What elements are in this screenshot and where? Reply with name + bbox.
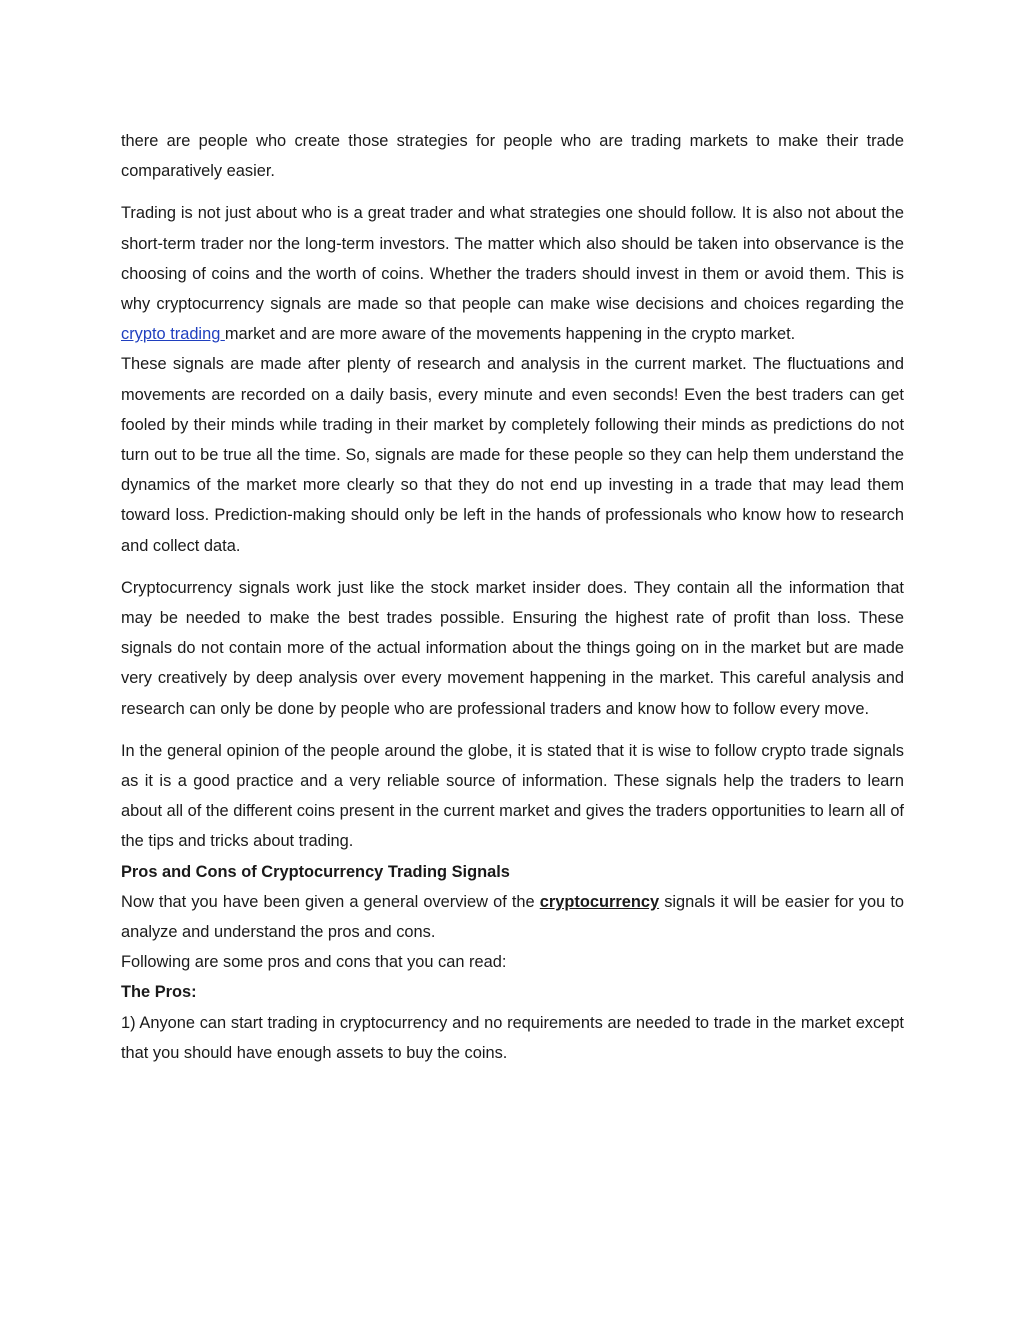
paragraph-trading-text-1: Trading is not just about who is a great trader and what strategies one should follow. It is also not about the short-term trader nor the long-term investors. The matter which also should be taken into observance is the choosing of coins and the worth of coins. Whether the traders should invest in them or avoid them. This is why cryptocurrency signals are made so that people can make wise decisions and choices regarding the (121, 204, 904, 314)
paragraph-overview-text-1: Now that you have been given a general overview of the (121, 892, 540, 911)
paragraph-signals-insider: Cryptocurrency signals work just like the stock market insider does. They contain all the information that may be needed to make the best trades possible. Ensuring the highest rate of profit than loss. These signals do not contain more of the actual information about the things going on in the market but are made very creatively by deep analysis over every movement happening in the market. This careful analysis and research can only be done by people who are professional traders and know how to follow every move. (121, 578, 904, 718)
cryptocurrency-link[interactable]: cryptocurrency (539, 892, 660, 911)
heading-pros: The Pros: (121, 983, 197, 1002)
paragraph-pro-1: 1) Anyone can start trading in cryptocurrency and no requirements are needed to trade in the market except that you should have enough assets to buy the coins. (121, 1013, 904, 1062)
paragraph-following: Following are some pros and cons that you can read: (121, 953, 507, 972)
paragraph-trading-text-2: market and are more aware of the movements happening in the crypto market. (224, 325, 796, 344)
paragraph-trading (121, 198, 904, 349)
paragraph-intro: there are people who create those strategies for people who are trading markets to make their trade comparatively easier. (121, 132, 904, 181)
crypto-trading-link[interactable]: crypto trading (121, 325, 225, 344)
paragraph-overview (121, 887, 904, 947)
heading-pros-cons: Pros and Cons of Cryptocurrency Trading Signals (121, 862, 510, 881)
paragraph-general-opinion: In the general opinion of the people around the globe, it is stated that it is wise to follow crypto trade signals as it is a good practice and a very reliable source of information. These signals help the traders to learn about all of the different coins present in the current market and gives the traders opportunities to learn all of the tips and tricks about trading. (121, 741, 904, 851)
paragraph-overview-text-2: signals it will be easier for you to analyze and understand the pros and cons. (121, 892, 904, 942)
document-body (121, 126, 904, 1068)
paragraph-signals-research: These signals are made after plenty of research and analysis in the current market. The fluctuations and movements are recorded on a daily basis, every minute and even seconds! Even the best traders can get fooled by their minds while trading in their market by completely following their minds as predictions do not turn out to be true all the time. So, signals are made for these people so they can help them understand the dynamics of the market more clearly so that they do not end up investing in a trade that may lead them toward loss. Prediction-making should only be left in the hands of professionals who know how to research and collect data. (121, 355, 904, 555)
